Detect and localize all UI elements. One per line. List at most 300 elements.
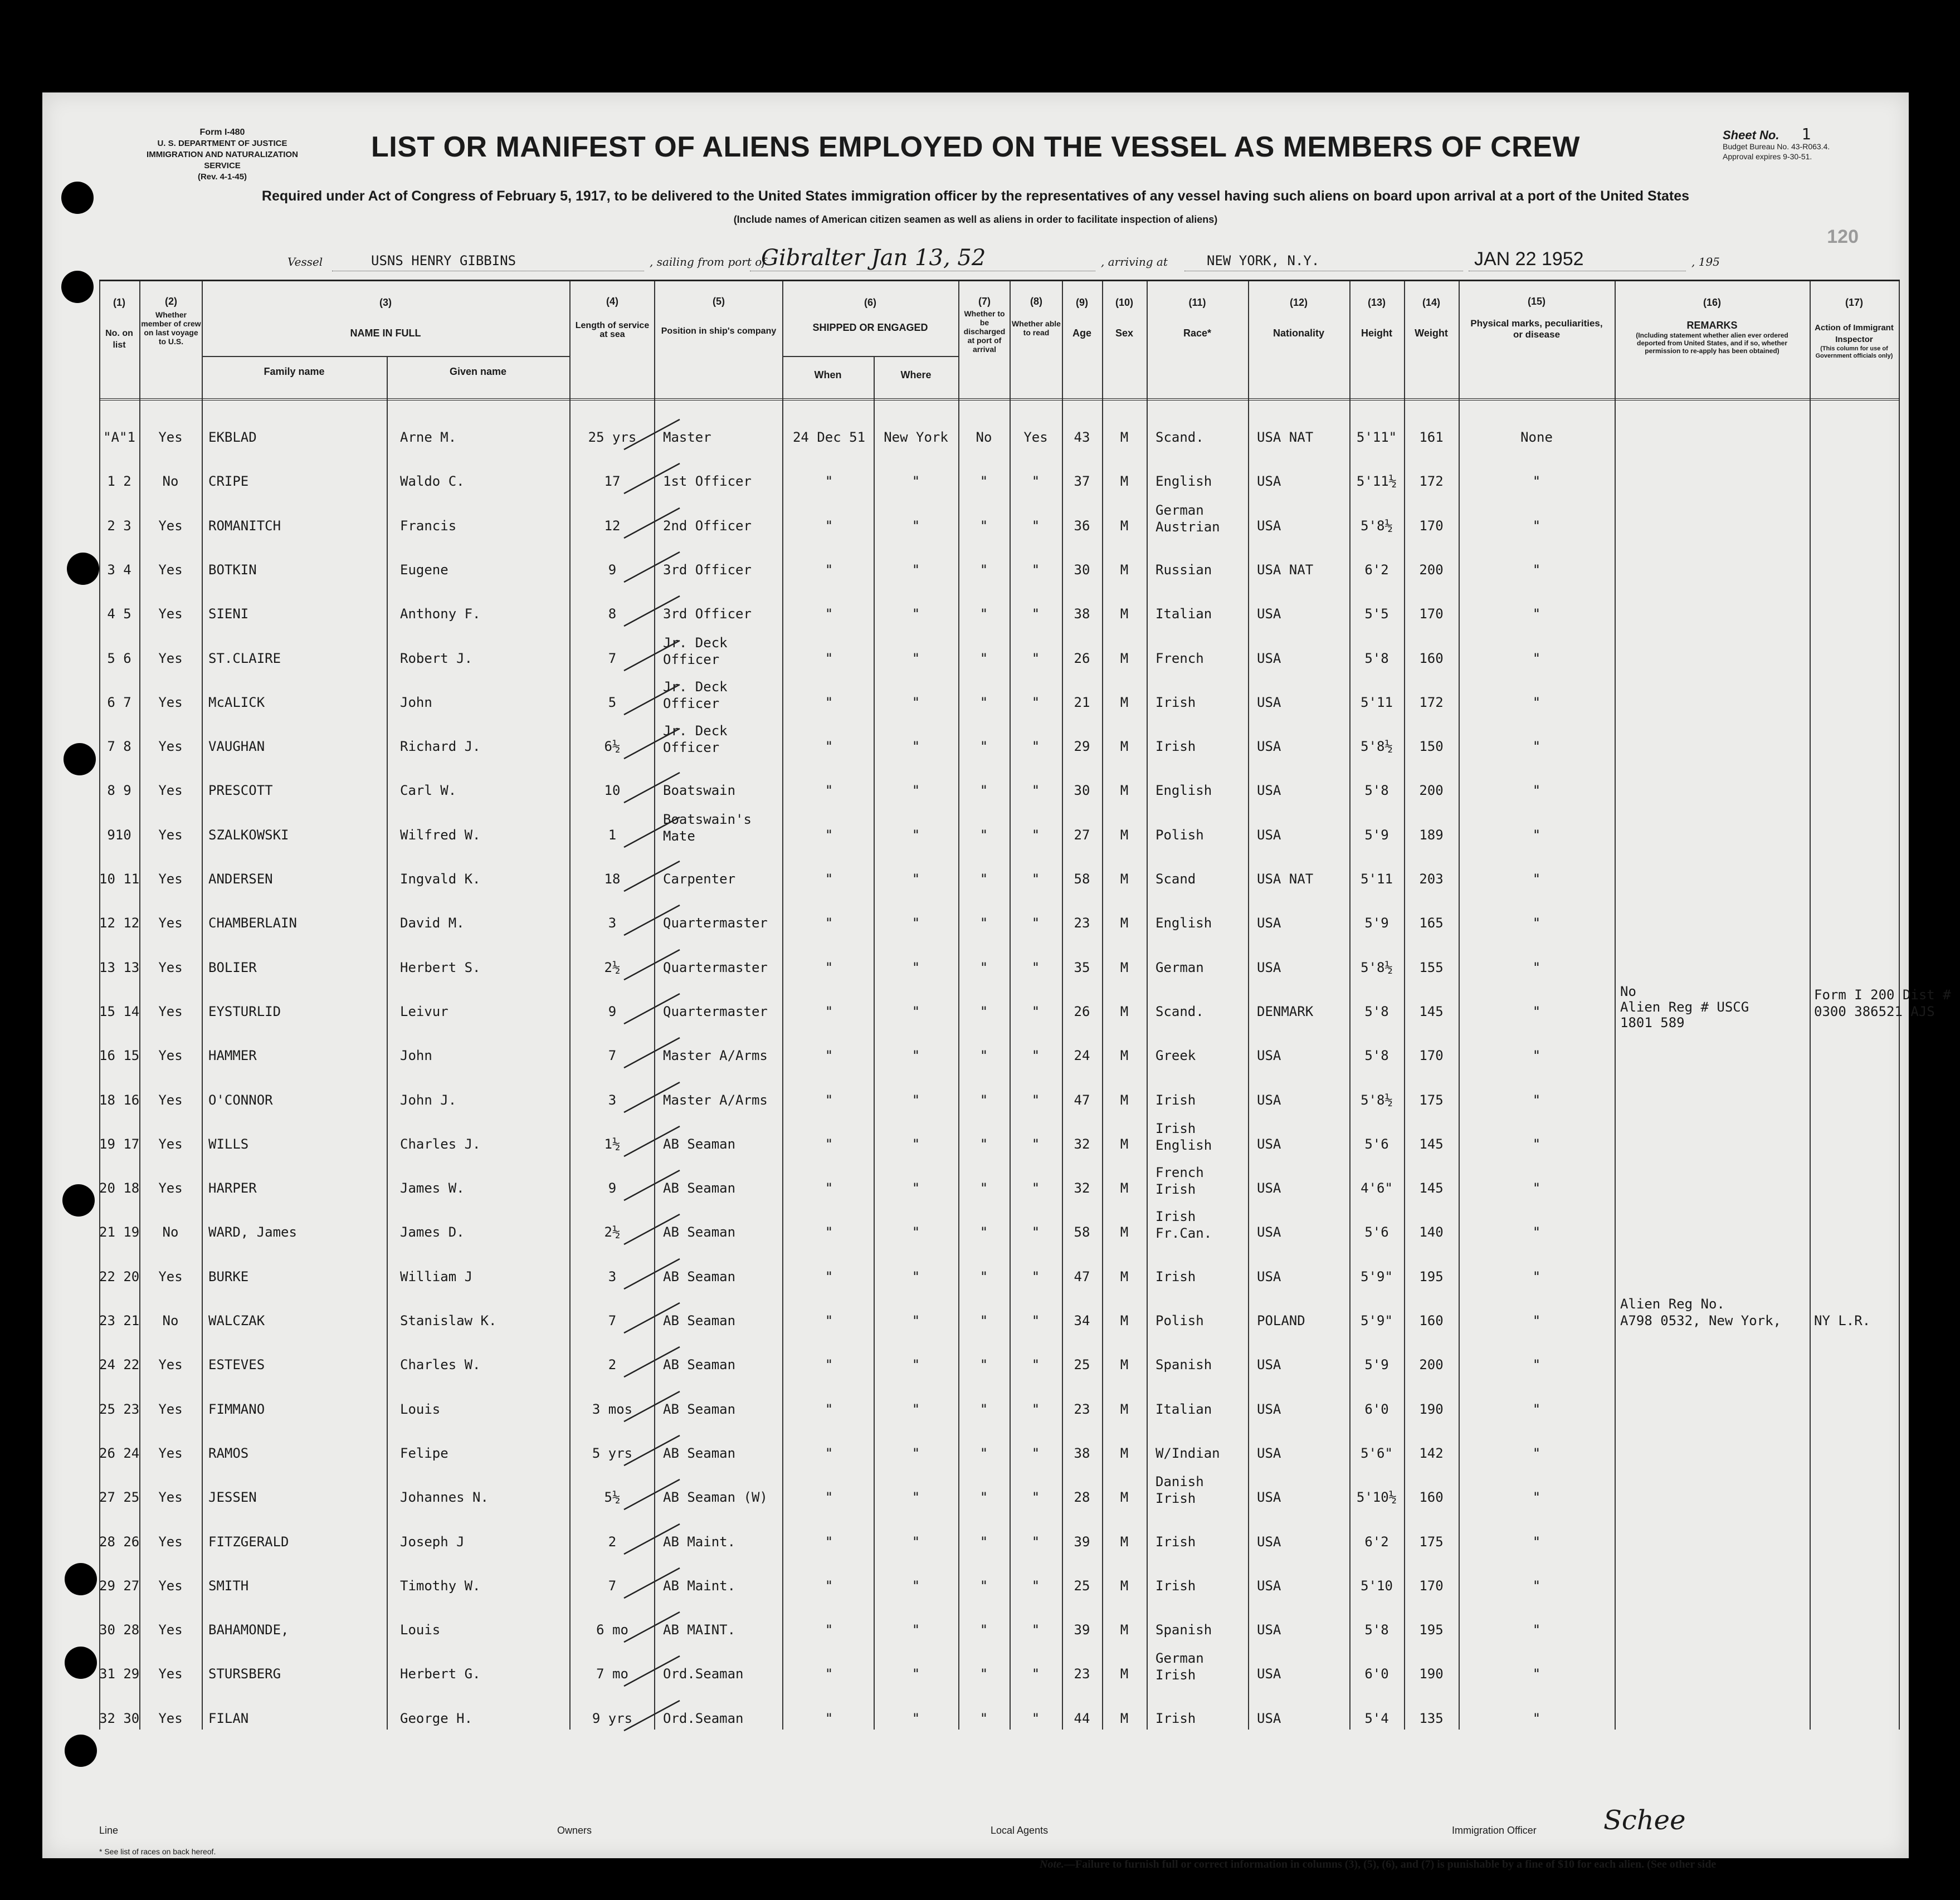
last-voyage: Yes <box>158 1048 183 1064</box>
age: 58 <box>1074 871 1090 887</box>
sex: M <box>1120 1092 1129 1108</box>
col-6-number: (6) <box>864 297 876 308</box>
last-voyage: Yes <box>158 1401 183 1417</box>
physical-marks: " <box>1532 517 1541 534</box>
shipped-where: " <box>911 1003 920 1019</box>
col-when: When <box>814 369 842 380</box>
tick-mark <box>613 1078 696 1117</box>
table-row <box>99 1122 1900 1166</box>
row-number: 16 15 <box>99 1048 140 1064</box>
race: English <box>1155 783 1212 799</box>
height: 5'9" <box>1361 1313 1393 1328</box>
sex: M <box>1120 517 1129 534</box>
family-name: EKBLAD <box>208 429 257 445</box>
shipped-where: " <box>911 1622 920 1638</box>
position-line-1: Jr. Deck <box>663 723 728 739</box>
able-to-read: " <box>1031 1622 1040 1638</box>
service-length: 10 <box>604 783 621 799</box>
sheet-info <box>1723 125 1890 162</box>
shipped-where: " <box>911 1445 920 1461</box>
discharged: " <box>979 1224 988 1240</box>
last-voyage: Yes <box>158 871 183 887</box>
given-name: Francis <box>400 517 457 534</box>
row-number: 7 8 <box>107 739 131 755</box>
age: 37 <box>1074 473 1090 490</box>
sex: M <box>1120 1533 1129 1550</box>
sex: M <box>1120 1577 1129 1594</box>
able-to-read: " <box>1031 1666 1040 1682</box>
table-row <box>99 768 1900 813</box>
weight: 160 <box>1419 1489 1444 1506</box>
service-length: 5 yrs <box>592 1445 633 1461</box>
discharged: " <box>979 915 988 931</box>
race-line-1: French <box>1155 1165 1204 1181</box>
last-voyage: Yes <box>158 1180 183 1196</box>
able-to-read: " <box>1031 561 1040 578</box>
service-length: 3 <box>608 1092 617 1108</box>
service-length: 1 <box>608 827 617 843</box>
inspector-action-line-1: Form I 200 Dist # <box>1814 986 1951 1003</box>
family-name: RAMOS <box>208 1445 249 1461</box>
note-label: Note. <box>1040 1858 1064 1870</box>
last-voyage: Yes <box>158 561 183 578</box>
tick-mark <box>613 459 696 498</box>
discharged: " <box>979 783 988 799</box>
vessel-line <box>42 247 1909 275</box>
tick-mark <box>613 1033 696 1072</box>
position-line-1: Boatswain's <box>663 811 752 827</box>
service-length: 12 <box>604 517 621 534</box>
given-name: Leivur <box>400 1003 448 1019</box>
shipped-when: " <box>825 561 833 578</box>
discharged: " <box>979 1180 988 1196</box>
given-name: Johannes N. <box>400 1489 489 1506</box>
last-voyage: No <box>162 473 179 490</box>
family-name: ESTEVES <box>208 1357 265 1373</box>
given-name: Louis <box>400 1401 441 1417</box>
age: 38 <box>1074 1445 1090 1461</box>
able-to-read: " <box>1031 1313 1040 1328</box>
col-nationality: Nationality <box>1272 328 1324 339</box>
physical-marks: " <box>1532 473 1541 490</box>
service-length: 6 mo <box>596 1622 628 1638</box>
sex: M <box>1120 650 1129 666</box>
nationality: USA <box>1257 739 1281 755</box>
weight: 170 <box>1419 1048 1444 1064</box>
col-physical-marks: Physical marks, peculiarities, or disease <box>1470 318 1603 340</box>
race: Irish <box>1155 739 1196 755</box>
age: 44 <box>1074 1710 1090 1726</box>
sex: M <box>1120 473 1129 490</box>
given-name: Robert J. <box>400 650 473 666</box>
inspector-action-line-2: 0300 386521 AJS <box>1814 1003 1935 1019</box>
last-voyage: No <box>162 1313 179 1328</box>
tick-mark <box>613 1342 696 1381</box>
sex: M <box>1120 783 1129 799</box>
given-name: Joseph J <box>400 1533 465 1550</box>
height: 5'8½ <box>1361 739 1393 755</box>
shipped-where: " <box>911 650 920 666</box>
age: 32 <box>1074 1180 1090 1196</box>
race-line-2: Austrian <box>1155 519 1220 535</box>
table-row <box>99 1254 1900 1299</box>
note-text: —Failure to furnish full or correct information in columns (3), (5), (6), and (7) is punishable by a fine of $10 for each alien. (See other side <box>1064 1858 1717 1870</box>
last-voyage: Yes <box>158 517 183 534</box>
able-to-read: " <box>1031 1224 1040 1240</box>
race: Irish <box>1155 1533 1196 1550</box>
given-name: Waldo C. <box>400 473 465 490</box>
tick-mark <box>613 1166 696 1205</box>
family-name: BURKE <box>208 1268 249 1284</box>
height: 5'8½ <box>1361 517 1393 534</box>
age: 39 <box>1074 1533 1090 1550</box>
col-11-number: (11) <box>1188 297 1206 308</box>
given-name: Charles W. <box>400 1357 481 1373</box>
shipped-where: " <box>911 915 920 931</box>
col-where: Where <box>900 369 932 380</box>
nationality: USA <box>1257 1357 1281 1373</box>
given-name: James D. <box>400 1224 465 1240</box>
physical-marks: " <box>1532 1092 1541 1108</box>
last-voyage: Yes <box>158 1577 183 1594</box>
row-number: 18 16 <box>99 1092 140 1108</box>
sex: M <box>1120 429 1129 445</box>
able-to-read: " <box>1031 783 1040 799</box>
shipped-when: " <box>825 694 833 710</box>
col-9-number: (9) <box>1076 297 1088 308</box>
last-voyage: Yes <box>158 650 183 666</box>
physical-marks: " <box>1532 783 1541 799</box>
sex: M <box>1120 871 1129 887</box>
col-17-number: (17) <box>1845 297 1863 308</box>
col-shipped-or-engaged: SHIPPED OR ENGAGED <box>812 322 928 333</box>
row-number: 5 6 <box>107 650 131 666</box>
given-name: Anthony F. <box>400 606 481 622</box>
weight: 200 <box>1419 1357 1444 1373</box>
sex: M <box>1120 1136 1129 1152</box>
physical-marks: " <box>1532 1224 1541 1240</box>
row-number: 26 24 <box>99 1445 140 1461</box>
weight: 195 <box>1419 1622 1444 1638</box>
punch-hole <box>64 743 96 775</box>
table-row <box>99 724 1900 769</box>
discharged: " <box>979 1710 988 1726</box>
sex: M <box>1120 1622 1129 1638</box>
able-to-read: " <box>1031 473 1040 490</box>
height: 5'8 <box>1364 1003 1389 1019</box>
tick-mark <box>613 724 696 763</box>
col-14-number: (14) <box>1422 297 1440 308</box>
race: Irish <box>1155 1268 1196 1284</box>
inspector-action-line-1: NY L.R. <box>1814 1313 1871 1328</box>
physical-marks: " <box>1532 1577 1541 1594</box>
service-length: 7 mo <box>596 1666 628 1682</box>
age: 26 <box>1074 650 1090 666</box>
family-name: FIMMANO <box>208 1401 265 1417</box>
shipped-where: " <box>911 1710 920 1726</box>
table-row <box>99 504 1900 548</box>
weight: 195 <box>1419 1268 1444 1284</box>
family-name: WARD, James <box>208 1224 297 1240</box>
physical-marks: " <box>1532 1136 1541 1152</box>
able-to-read: " <box>1031 1577 1040 1594</box>
position: AB Seaman <box>663 1136 736 1152</box>
weight: 145 <box>1419 1180 1444 1196</box>
col-family-name: Family name <box>264 366 325 377</box>
nationality: USA <box>1257 1666 1281 1682</box>
tick-mark <box>613 1608 696 1647</box>
service-length: 1½ <box>604 1136 621 1152</box>
physical-marks: " <box>1532 1622 1541 1638</box>
position: AB MAINT. <box>663 1622 736 1638</box>
able-to-read: " <box>1031 606 1040 622</box>
discharged: No <box>976 429 992 445</box>
physical-marks: " <box>1532 1666 1541 1682</box>
col-position: Position in ship's company <box>661 326 777 336</box>
col-5-number: (5) <box>713 296 725 307</box>
discharged: " <box>979 1533 988 1550</box>
service-length: 7 <box>608 1577 617 1594</box>
able-to-read: " <box>1031 1533 1040 1550</box>
given-name: Timothy W. <box>400 1577 481 1594</box>
budget-bureau: Budget Bureau No. 43-R063.4. <box>1723 142 1830 151</box>
discharged: " <box>979 473 988 490</box>
col-10-number: (10) <box>1115 297 1133 308</box>
discharged: " <box>979 1003 988 1019</box>
row-number: 21 19 <box>99 1224 140 1240</box>
row-number: 31 29 <box>99 1666 140 1682</box>
table-row <box>99 592 1900 636</box>
row-number: 4 5 <box>107 606 131 622</box>
shipped-where: New York <box>884 429 948 445</box>
able-to-read: " <box>1031 1445 1040 1461</box>
position: Quartermaster <box>663 1003 768 1019</box>
row-number: 32 30 <box>99 1710 140 1726</box>
last-voyage: Yes <box>158 739 183 755</box>
last-voyage: Yes <box>158 959 183 975</box>
service-length: 2 <box>608 1533 617 1550</box>
sex: M <box>1120 561 1129 578</box>
position: 1st Officer <box>663 473 752 490</box>
shipped-where: " <box>911 1224 920 1240</box>
last-voyage: Yes <box>158 1136 183 1152</box>
table-row <box>99 459 1900 504</box>
sex: M <box>1120 1048 1129 1064</box>
given-name: Arne M. <box>400 429 457 445</box>
nationality: USA <box>1257 959 1281 975</box>
shipped-when: " <box>825 1224 833 1240</box>
position-line-2: Officer <box>663 651 720 667</box>
able-to-read: " <box>1031 1180 1040 1196</box>
col-3-number: (3) <box>379 297 392 308</box>
discharged: " <box>979 694 988 710</box>
able-to-read: " <box>1031 1357 1040 1373</box>
race: Irish <box>1155 1710 1196 1726</box>
nationality: USA NAT <box>1257 429 1314 445</box>
physical-marks: " <box>1532 959 1541 975</box>
row-number: 20 18 <box>99 1180 140 1196</box>
service-length: 9 yrs <box>592 1710 633 1726</box>
discharged: " <box>979 1268 988 1284</box>
weight: 190 <box>1419 1666 1444 1682</box>
age: 39 <box>1074 1622 1090 1638</box>
family-name: BAHAMONDE, <box>208 1622 289 1638</box>
remarks-line-2: A798 0532, New York, <box>1620 1313 1781 1328</box>
given-name: John J. <box>400 1092 457 1108</box>
race: Spanish <box>1155 1622 1212 1638</box>
height: 6'0 <box>1364 1401 1389 1417</box>
physical-marks: " <box>1532 694 1541 710</box>
given-name: Herbert G. <box>400 1666 481 1682</box>
height: 5'8 <box>1364 650 1389 666</box>
row-number: 2 3 <box>107 517 131 534</box>
family-name: McALICK <box>208 694 265 710</box>
remarks-line-2: Alien Reg # USCG <box>1620 999 1749 1015</box>
able-to-read: " <box>1031 694 1040 710</box>
physical-marks: " <box>1532 1489 1541 1506</box>
table-row <box>99 983 1951 1034</box>
age: 43 <box>1074 429 1090 445</box>
physical-marks: " <box>1532 1180 1541 1196</box>
row-number: 15 14 <box>99 1003 140 1019</box>
weight: 145 <box>1419 1003 1444 1019</box>
position: Master <box>663 429 711 445</box>
position: Ord.Seaman <box>663 1710 744 1726</box>
given-name: Eugene <box>400 561 448 578</box>
last-voyage: Yes <box>158 1092 183 1108</box>
last-voyage: Yes <box>158 606 183 622</box>
age: 21 <box>1074 694 1090 710</box>
crew-table <box>99 280 1951 1730</box>
nationality: USA <box>1257 915 1281 931</box>
table-row <box>99 1342 1900 1387</box>
position: AB Seaman <box>663 1401 736 1417</box>
last-voyage: Yes <box>158 783 183 799</box>
given-name: John <box>400 694 432 710</box>
punch-hole <box>62 1184 95 1217</box>
height: 6'2 <box>1364 1533 1389 1550</box>
physical-marks: " <box>1532 915 1541 931</box>
sex: M <box>1120 606 1129 622</box>
race-line-1: Danish <box>1155 1474 1204 1490</box>
position: AB Seaman (W) <box>663 1489 768 1506</box>
service-length: 5½ <box>604 1489 621 1506</box>
table-row <box>99 415 1900 460</box>
shipped-when: " <box>825 1357 833 1373</box>
col-given-name: Given name <box>449 366 507 377</box>
physical-marks: " <box>1532 1533 1541 1550</box>
discharged: " <box>979 1357 988 1373</box>
given-name: Richard J. <box>400 739 481 755</box>
position: AB Seaman <box>663 1224 736 1240</box>
shipped-when: " <box>825 827 833 843</box>
table-row <box>99 1078 1900 1122</box>
weight: 145 <box>1419 1136 1444 1152</box>
tick-mark <box>613 813 696 852</box>
able-to-read: " <box>1031 1489 1040 1506</box>
service-length: 3 <box>608 915 617 931</box>
position-line-2: Officer <box>663 740 720 756</box>
family-name: SIENI <box>208 606 249 622</box>
given-name: Herbert S. <box>400 959 481 975</box>
sex: M <box>1120 1268 1129 1284</box>
sailing-port: Gibralter Jan 13, 52 <box>761 245 986 271</box>
age: 28 <box>1074 1489 1090 1506</box>
physical-marks: " <box>1532 561 1541 578</box>
discharged: " <box>979 1048 988 1064</box>
table-row <box>99 1475 1900 1520</box>
discharged: " <box>979 1622 988 1638</box>
physical-marks: " <box>1532 871 1541 887</box>
shipped-when: " <box>825 1577 833 1594</box>
age: 25 <box>1074 1577 1090 1594</box>
col-inspector-action: Action of Immigrant Inspector <box>1815 323 1894 344</box>
col-race: Race* <box>1183 328 1212 339</box>
position-line-2: Officer <box>663 695 720 711</box>
sailing-label: , sailing from port of <box>650 255 766 268</box>
able-to-read: " <box>1031 827 1040 843</box>
age: 26 <box>1074 1003 1090 1019</box>
sex: M <box>1120 1445 1129 1461</box>
age: 58 <box>1074 1224 1090 1240</box>
shipped-when: " <box>825 606 833 622</box>
service-length: 7 <box>608 1048 617 1064</box>
last-voyage: No <box>162 1224 179 1240</box>
weight: 175 <box>1419 1092 1444 1108</box>
shipped-when: " <box>825 871 833 887</box>
service-length: 9 <box>608 561 617 578</box>
nationality: USA <box>1257 606 1281 622</box>
col-13-number: (13) <box>1367 297 1386 308</box>
height: 5'9 <box>1364 827 1389 843</box>
physical-marks: " <box>1532 650 1541 666</box>
shipped-when: " <box>825 1622 833 1638</box>
family-name: STURSBERG <box>208 1666 281 1682</box>
race-line-2: Irish <box>1155 1667 1196 1683</box>
discharged: " <box>979 959 988 975</box>
shipped-when: " <box>825 1666 833 1682</box>
page-title: LIST OR MANIFEST OF ALIENS EMPLOYED ON THE VESSEL AS MEMBERS OF CREW <box>371 131 1580 163</box>
shipped-when: " <box>825 1533 833 1550</box>
col-16-number: (16) <box>1703 297 1721 308</box>
table-row <box>99 1210 1900 1254</box>
shipped-when: " <box>825 959 833 975</box>
able-to-read: " <box>1031 1003 1040 1019</box>
race-line-1: Irish <box>1155 1209 1196 1225</box>
able-to-read: " <box>1031 1136 1040 1152</box>
physical-marks: " <box>1532 1048 1541 1064</box>
able-to-read: " <box>1031 915 1040 931</box>
discharged: " <box>979 1401 988 1417</box>
given-name: James W. <box>400 1180 465 1196</box>
age: 23 <box>1074 1401 1090 1417</box>
weight: 172 <box>1419 473 1444 490</box>
given-name: Stanislaw K. <box>400 1313 497 1328</box>
race-line-1: German <box>1155 1650 1204 1667</box>
height: 5'8 <box>1364 1622 1389 1638</box>
sex: M <box>1120 1357 1129 1373</box>
required-statement: Required under Act of Congress of February 5, 1917, to be delivered to the United States immigration officer by the representatives of any vessel having such aliens on board upon arrival at a port of the United States <box>261 188 1690 204</box>
service-length: 9 <box>608 1003 617 1019</box>
discharged: " <box>979 517 988 534</box>
family-name: WALCZAK <box>208 1313 265 1328</box>
height: 5'10 <box>1361 1577 1393 1594</box>
family-name: SZALKOWSKI <box>208 827 289 843</box>
table-row <box>99 901 1900 945</box>
shipped-where: " <box>911 1489 920 1506</box>
remarks-line-3: 1801 589 <box>1620 1014 1685 1030</box>
age: 35 <box>1074 959 1090 975</box>
